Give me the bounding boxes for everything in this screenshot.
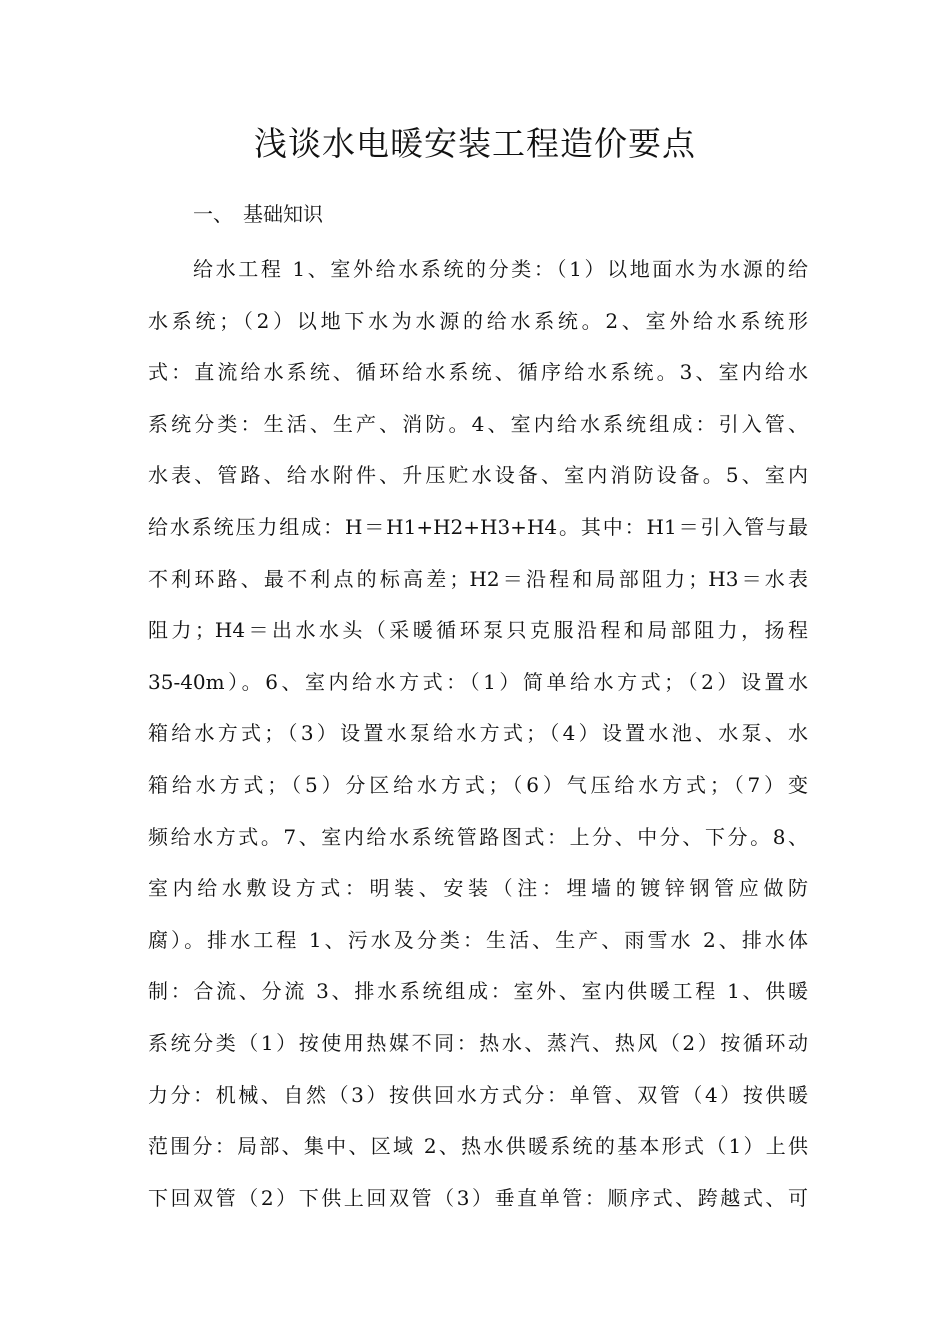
text-line: 箱给水方式；（5）分区给水方式；（6）气压给水方式；（7）变 [148, 772, 808, 797]
text-line: 系统分类：生活、生产、消防。4、室内给水系统组成：引入管、 [148, 411, 808, 436]
text-line: 下回双管（2）下供上回双管（3）垂直单管：顺序式、跨越式、可 [148, 1185, 808, 1210]
section-title: 基础知识 [243, 202, 323, 226]
text-line: 水表、管路、给水附件、升压贮水设备、室内消防设备。5、室内 [148, 463, 808, 488]
text-line: 腐）。排水工程 1、污水及分类：生活、生产、雨雪水 2、排水体 [148, 927, 808, 952]
text-line: 频给水方式。7、室内给水系统管路图式：上分、中分、下分。8、 [148, 824, 808, 849]
text-line: 给水系统压力组成：H＝H1+H2+H3+H4。其中：H1＝引入管与最 [148, 514, 808, 539]
text-line: 箱给水方式；（3）设置水泵给水方式；（4）设置水池、水泵、水 [148, 721, 808, 746]
text-line: 系统分类（1）按使用热媒不同：热水、蒸汽、热风（2）按循环动 [148, 1030, 808, 1055]
text-line: 水系统；（2）以地下水为水源的给水系统。2、室外给水系统形 [148, 308, 808, 333]
text-line: 式：直流给水系统、循环给水系统、循序给水系统。3、室内给水 [148, 360, 808, 385]
section-number: 一、 [193, 202, 233, 226]
text-line: 给水工程 1、室外给水系统的分类：（1）以地面水为水源的给 [193, 257, 808, 281]
text-line: 阻力；H4＝出水水头（采暖循环泵只克服沿程和局部阻力，扬程 [148, 618, 808, 643]
document-title: 浅谈水电暖安装工程造价要点 [254, 124, 696, 163]
text-line: 制：合流、分流 3、排水系统组成：室外、室内供暖工程 1、供暖 [148, 979, 808, 1004]
text-line: 范围分：局部、集中、区域 2、热水供暖系统的基本形式（1）上供 [148, 1134, 808, 1159]
text-line: 不利环路、最不利点的标高差；H2＝沿程和局部阻力；H3＝水表 [148, 566, 808, 591]
section-heading [193, 198, 323, 230]
text-line: 35-40m）。6、室内给水方式：（1）简单给水方式；（2）设置水 [148, 669, 808, 694]
text-line: 力分：机械、自然（3）按供回水方式分：单管、双管（4）按供暖 [148, 1082, 808, 1107]
text-line: 室内给水敷设方式：明装、安装（注：埋墙的镀锌钢管应做防 [148, 876, 808, 901]
body-paragraph [148, 248, 808, 1228]
